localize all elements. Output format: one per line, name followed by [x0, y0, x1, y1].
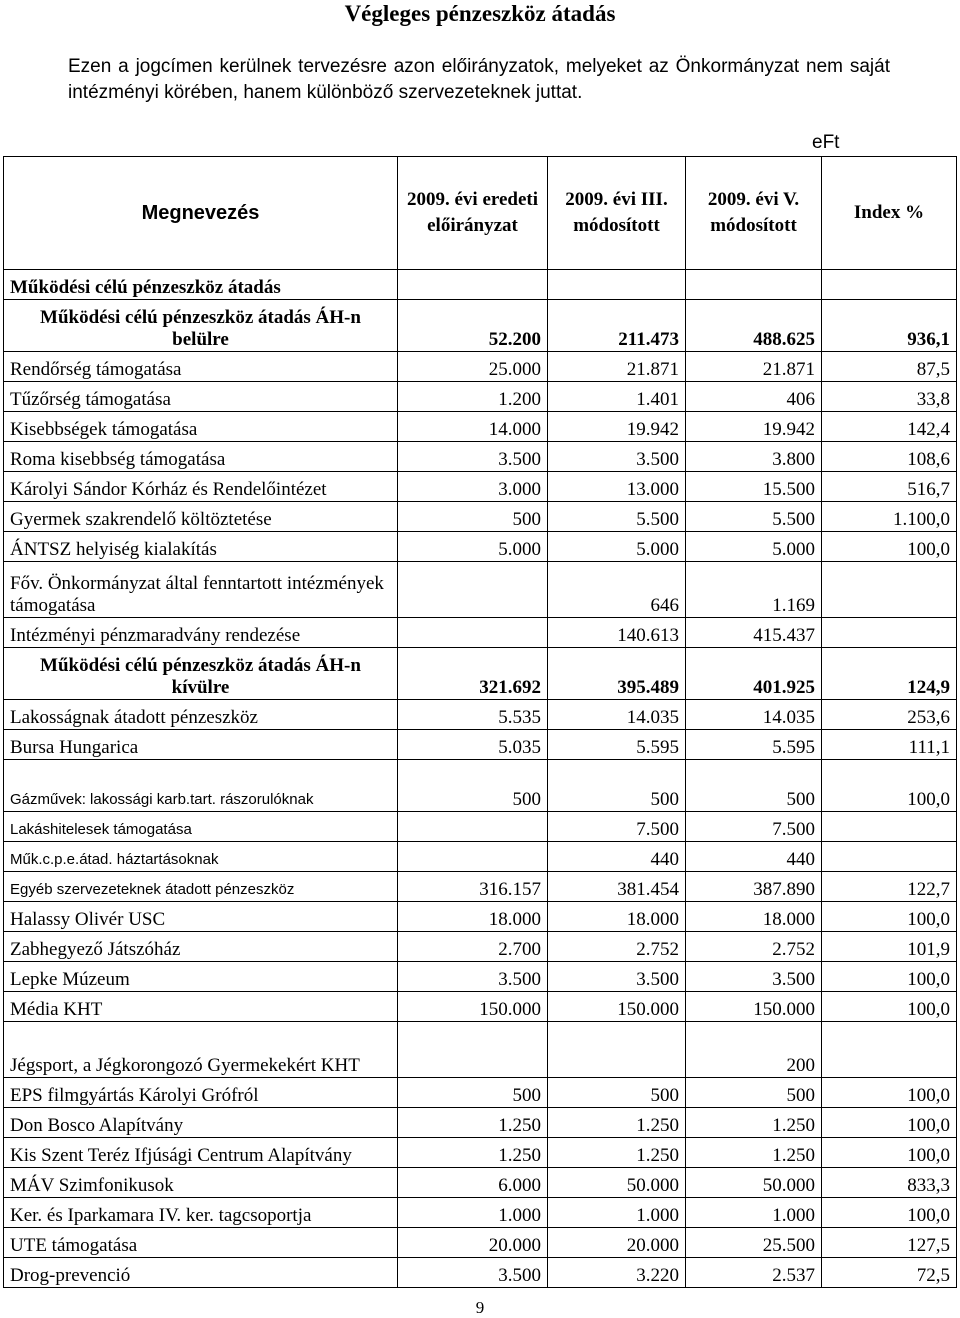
mod5-value-cell: 3.500: [686, 962, 822, 992]
row-name-cell: Bursa Hungarica: [4, 730, 398, 760]
table-row: [4, 1258, 957, 1288]
row-name-cell: UTE támogatása: [4, 1228, 398, 1258]
mod5-value-cell: 25.500: [686, 1228, 822, 1258]
row-name-cell: Lakosságnak átadott pénzeszköz: [4, 700, 398, 730]
index-cell: 124,9: [822, 648, 957, 700]
mod3-value-cell: 3.220: [548, 1258, 686, 1288]
mod3-value-cell: 3.500: [548, 442, 686, 472]
mod3-value-cell: 14.035: [548, 700, 686, 730]
original-value-cell: 321.692: [398, 648, 548, 700]
intro-paragraph: Ezen a jogcímen kerülnek tervezésre azon előirányzatok, melyeket az Önkormányzat nem saját intézményi körében, hanem különböző szervezeteknek juttat.: [68, 56, 890, 103]
mod5-value-cell: 1.250: [686, 1108, 822, 1138]
mod5-value-cell: 440: [686, 842, 822, 872]
page-title: Végleges pénzeszköz átadás: [344, 1, 616, 26]
mod3-value-cell: 1.250: [548, 1138, 686, 1168]
row-name-cell: ÁNTSZ helyiség kialakítás: [4, 532, 398, 562]
original-value-cell: [398, 270, 548, 300]
original-value-cell: 1.250: [398, 1108, 548, 1138]
mod5-value-cell: 500: [686, 1078, 822, 1108]
mod3-value-cell: 21.871: [548, 352, 686, 382]
table-row: [4, 412, 957, 442]
mod3-value-cell: 395.489: [548, 648, 686, 700]
original-value-cell: 500: [398, 1078, 548, 1108]
index-cell: 253,6: [822, 700, 957, 730]
index-cell: [822, 842, 957, 872]
mod5-value-cell: 19.942: [686, 412, 822, 442]
original-value-cell: 52.200: [398, 300, 548, 352]
row-name-cell: Halassy Olivér USC: [4, 902, 398, 932]
mod5-value-cell: 21.871: [686, 352, 822, 382]
mod3-value-cell: 3.500: [548, 962, 686, 992]
mod5-value-cell: 50.000: [686, 1168, 822, 1198]
row-name-cell: EPS filmgyártás Károlyi Grófról: [4, 1078, 398, 1108]
mod3-value-cell: 5.000: [548, 532, 686, 562]
table-row: [4, 1022, 957, 1078]
original-value-cell: 316.157: [398, 872, 548, 902]
row-name-cell: Kis Szent Teréz Ifjúsági Centrum Alapítvány: [4, 1138, 398, 1168]
mod3-value-cell: 20.000: [548, 1228, 686, 1258]
mod5-value-cell: 3.800: [686, 442, 822, 472]
original-value-cell: 3.500: [398, 962, 548, 992]
original-value-cell: 14.000: [398, 412, 548, 442]
table-row: [4, 618, 957, 648]
mod5-value-cell: 500: [686, 760, 822, 812]
original-value-cell: [398, 842, 548, 872]
index-cell: 127,5: [822, 1228, 957, 1258]
mod5-value-cell: 406: [686, 382, 822, 412]
original-value-cell: 5.000: [398, 532, 548, 562]
index-cell: 1.100,0: [822, 502, 957, 532]
mod3-value-cell: [548, 1022, 686, 1078]
table-row: [4, 992, 957, 1022]
original-value-cell: 3.000: [398, 472, 548, 502]
mod5-value-cell: 415.437: [686, 618, 822, 648]
original-value-cell: [398, 562, 548, 618]
original-value-cell: 5.035: [398, 730, 548, 760]
page-number: 9: [475, 1298, 485, 1317]
table-row: [4, 962, 957, 992]
table-row: [4, 842, 957, 872]
index-cell: 100,0: [822, 992, 957, 1022]
mod5-value-cell: 387.890: [686, 872, 822, 902]
budget-table: [3, 156, 957, 1288]
original-value-cell: 3.500: [398, 1258, 548, 1288]
table-row: [4, 270, 957, 300]
mod5-value-cell: 2.752: [686, 932, 822, 962]
index-cell: [822, 812, 957, 842]
original-value-cell: 18.000: [398, 902, 548, 932]
table-row: [4, 1108, 957, 1138]
index-cell: [822, 270, 957, 300]
index-cell: 122,7: [822, 872, 957, 902]
table-row: [4, 1078, 957, 1108]
index-cell: 100,0: [822, 1138, 957, 1168]
mod5-value-cell: 401.925: [686, 648, 822, 700]
row-name-cell: Gázművek: lakossági karb.tart. rászorulóknak: [4, 760, 398, 812]
index-cell: 100,0: [822, 532, 957, 562]
original-value-cell: 1.200: [398, 382, 548, 412]
original-value-cell: 20.000: [398, 1228, 548, 1258]
original-value-cell: 1.000: [398, 1198, 548, 1228]
row-name-cell: Kisebbségek támogatása: [4, 412, 398, 442]
table-row: [4, 442, 957, 472]
mod3-value-cell: 1.000: [548, 1198, 686, 1228]
mod3-value-cell: 19.942: [548, 412, 686, 442]
mod3-value-cell: 150.000: [548, 992, 686, 1022]
row-name-cell: Működési célú pénzeszköz átadás ÁH-n kívülre: [4, 648, 398, 700]
mod5-value-cell: 1.000: [686, 1198, 822, 1228]
index-cell: 108,6: [822, 442, 957, 472]
original-value-cell: 6.000: [398, 1168, 548, 1198]
mod5-value-cell: 1.169: [686, 562, 822, 618]
index-cell: [822, 562, 957, 618]
row-name-cell: Zabhegyező Játszóház: [4, 932, 398, 962]
mod3-value-cell: 440: [548, 842, 686, 872]
mod3-value-cell: 13.000: [548, 472, 686, 502]
original-value-cell: [398, 812, 548, 842]
table-row: [4, 730, 957, 760]
original-value-cell: [398, 1022, 548, 1078]
currency-unit: eFt: [812, 132, 840, 153]
row-name-cell: Drog-prevenció: [4, 1258, 398, 1288]
row-name-cell: Roma kisebbség támogatása: [4, 442, 398, 472]
mod3-value-cell: 1.401: [548, 382, 686, 412]
mod5-value-cell: 488.625: [686, 300, 822, 352]
index-cell: 100,0: [822, 1078, 957, 1108]
original-value-cell: 500: [398, 502, 548, 532]
table-row: [4, 760, 957, 812]
index-cell: 111,1: [822, 730, 957, 760]
table-row: [4, 932, 957, 962]
header-mod-5: 2009. évi V. módosított: [686, 157, 822, 270]
row-name-cell: Működési célú pénzeszköz átadás ÁH-n belülre: [4, 300, 398, 352]
mod3-value-cell: [548, 270, 686, 300]
mod5-value-cell: 18.000: [686, 902, 822, 932]
index-cell: [822, 618, 957, 648]
row-name-cell: Lepke Múzeum: [4, 962, 398, 992]
mod3-value-cell: 1.250: [548, 1108, 686, 1138]
index-cell: 142,4: [822, 412, 957, 442]
table-row: [4, 300, 957, 352]
row-name-cell: Média KHT: [4, 992, 398, 1022]
table-row: [4, 532, 957, 562]
row-name-cell: Rendőrség támogatása: [4, 352, 398, 382]
mod5-value-cell: 2.537: [686, 1258, 822, 1288]
original-value-cell: 2.700: [398, 932, 548, 962]
row-name-cell: Károlyi Sándor Kórház és Rendelőintézet: [4, 472, 398, 502]
mod5-value-cell: 15.500: [686, 472, 822, 502]
original-value-cell: [398, 618, 548, 648]
row-name-cell: Jégsport, a Jégkorongozó Gyermekekért KHT: [4, 1022, 398, 1078]
table-row: [4, 502, 957, 532]
mod3-value-cell: 5.595: [548, 730, 686, 760]
header-name: Megnevezés: [4, 157, 398, 270]
index-cell: 100,0: [822, 760, 957, 812]
row-name-cell: Ker. és Iparkamara IV. ker. tagcsoportja: [4, 1198, 398, 1228]
index-cell: 833,3: [822, 1168, 957, 1198]
header-index: Index %: [822, 157, 957, 270]
mod3-value-cell: 500: [548, 760, 686, 812]
mod3-value-cell: 381.454: [548, 872, 686, 902]
index-cell: 100,0: [822, 1198, 957, 1228]
mod5-value-cell: 7.500: [686, 812, 822, 842]
row-name-cell: Don Bosco Alapítvány: [4, 1108, 398, 1138]
table-row: [4, 1138, 957, 1168]
table-row: [4, 472, 957, 502]
table-row: [4, 700, 957, 730]
table-row: [4, 1168, 957, 1198]
mod3-value-cell: 500: [548, 1078, 686, 1108]
mod3-value-cell: 2.752: [548, 932, 686, 962]
mod5-value-cell: 5.500: [686, 502, 822, 532]
mod3-value-cell: 646: [548, 562, 686, 618]
index-cell: 33,8: [822, 382, 957, 412]
index-cell: 100,0: [822, 1108, 957, 1138]
row-name-cell: Főv. Önkormányzat által fenntartott intézmények támogatása: [4, 562, 398, 618]
row-name-cell: Gyermek szakrendelő költöztetése: [4, 502, 398, 532]
row-name-cell: Műk.c.p.e.átad. háztartásoknak: [4, 842, 398, 872]
original-value-cell: 3.500: [398, 442, 548, 472]
index-cell: 100,0: [822, 902, 957, 932]
row-name-cell: Egyéb szervezeteknek átadott pénzeszköz: [4, 872, 398, 902]
row-name-cell: Tűzőrség támogatása: [4, 382, 398, 412]
original-value-cell: 150.000: [398, 992, 548, 1022]
row-name-cell: Intézményi pénzmaradvány rendezése: [4, 618, 398, 648]
mod5-value-cell: 150.000: [686, 992, 822, 1022]
mod5-value-cell: 1.250: [686, 1138, 822, 1168]
index-cell: 100,0: [822, 962, 957, 992]
table-row: [4, 648, 957, 700]
mod5-value-cell: 14.035: [686, 700, 822, 730]
index-cell: 87,5: [822, 352, 957, 382]
mod3-value-cell: 7.500: [548, 812, 686, 842]
mod5-value-cell: 5.000: [686, 532, 822, 562]
index-cell: 72,5: [822, 1258, 957, 1288]
row-name-cell: MÁV Szimfonikusok: [4, 1168, 398, 1198]
original-value-cell: 500: [398, 760, 548, 812]
mod5-value-cell: [686, 270, 822, 300]
table-row: [4, 812, 957, 842]
mod3-value-cell: 5.500: [548, 502, 686, 532]
table-row: [4, 1198, 957, 1228]
mod3-value-cell: 140.613: [548, 618, 686, 648]
table-header-row: [4, 157, 957, 270]
original-value-cell: 25.000: [398, 352, 548, 382]
mod3-value-cell: 18.000: [548, 902, 686, 932]
table-row: [4, 352, 957, 382]
table-row: [4, 562, 957, 618]
header-original: 2009. évi eredeti előirányzat: [398, 157, 548, 270]
table-row: [4, 382, 957, 412]
index-cell: 516,7: [822, 472, 957, 502]
mod5-value-cell: 200: [686, 1022, 822, 1078]
index-cell: 936,1: [822, 300, 957, 352]
table-row: [4, 872, 957, 902]
table-row: [4, 902, 957, 932]
original-value-cell: 5.535: [398, 700, 548, 730]
table-row: [4, 1228, 957, 1258]
mod3-value-cell: 50.000: [548, 1168, 686, 1198]
row-name-cell: Működési célú pénzeszköz átadás: [4, 270, 398, 300]
original-value-cell: 1.250: [398, 1138, 548, 1168]
mod5-value-cell: 5.595: [686, 730, 822, 760]
row-name-cell: Lakáshitelesek támogatása: [4, 812, 398, 842]
index-cell: 101,9: [822, 932, 957, 962]
header-mod-3: 2009. évi III. módosított: [548, 157, 686, 270]
index-cell: [822, 1022, 957, 1078]
mod3-value-cell: 211.473: [548, 300, 686, 352]
